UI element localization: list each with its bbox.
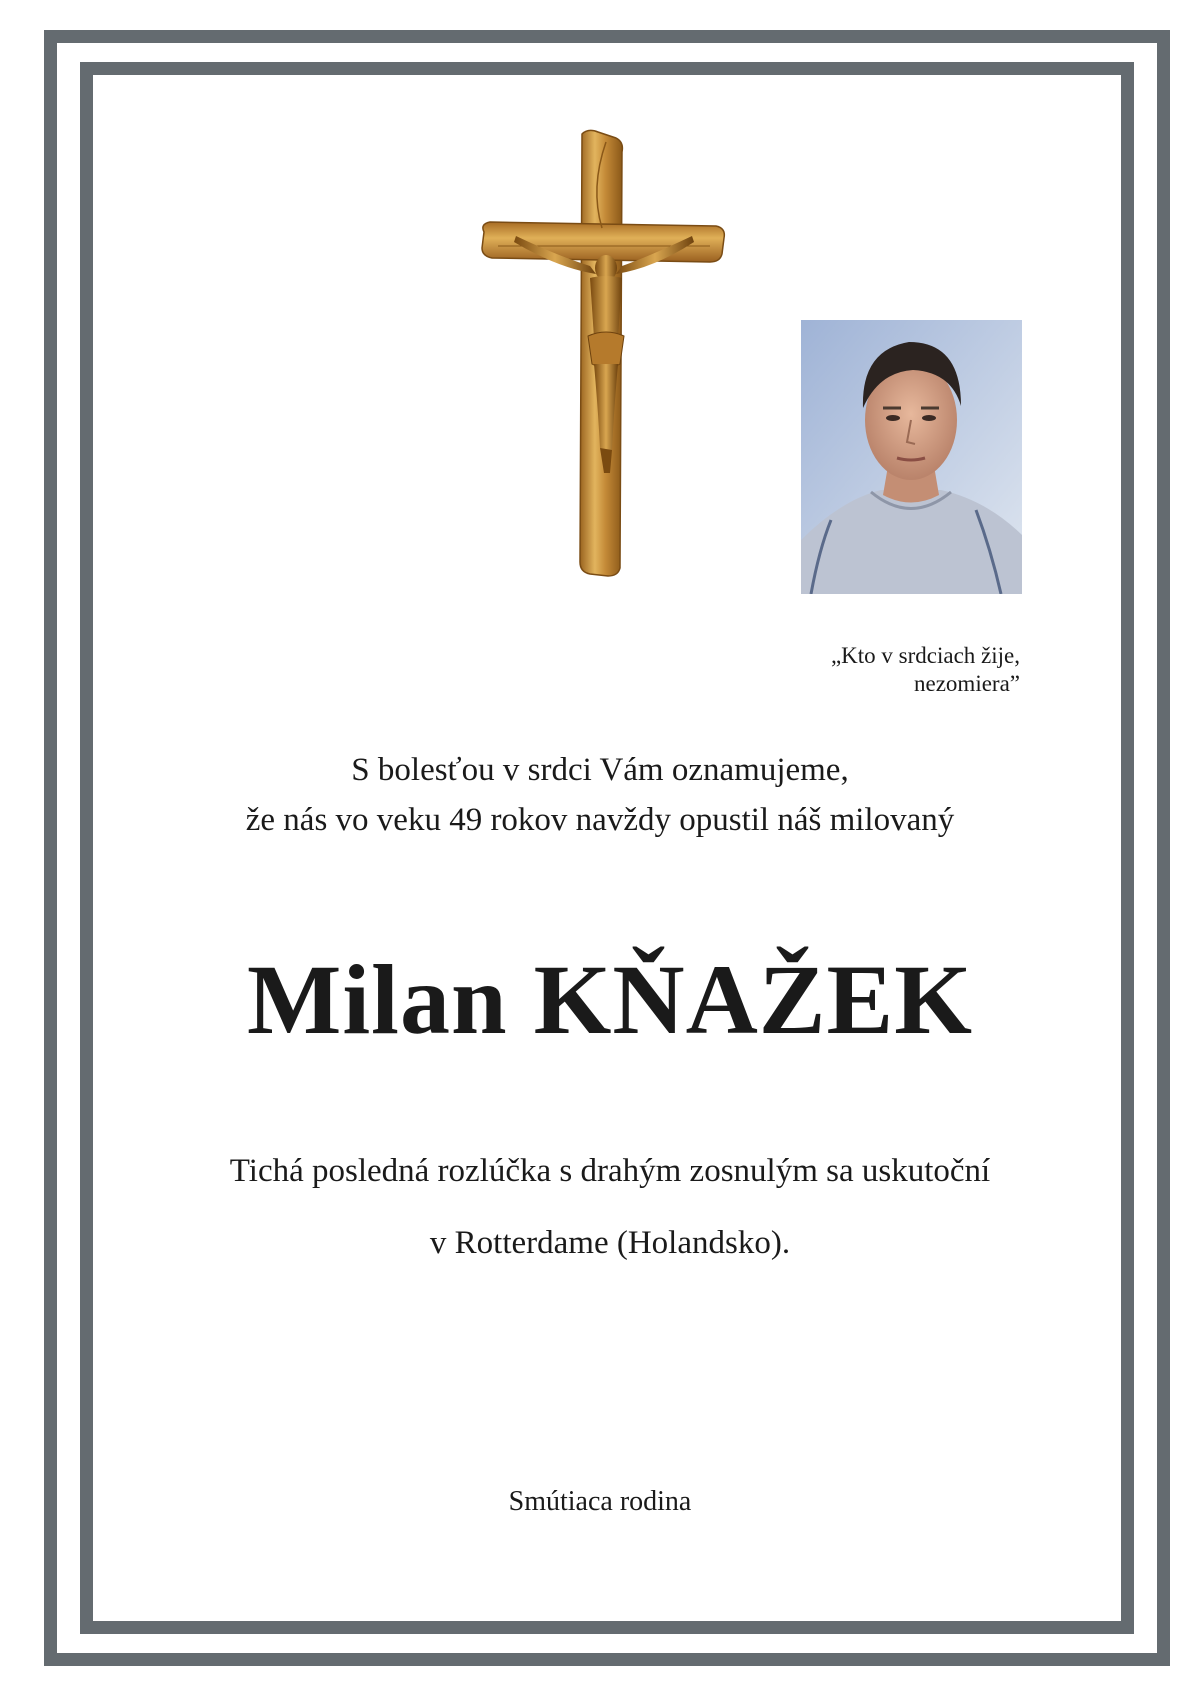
announcement-line-1: S bolesťou v srdci Vám oznamujeme, [351,752,849,788]
motto-quote [720,642,1020,698]
announcement-line-2: že nás vo veku 49 rokov navždy opustil náš milovaný [245,802,955,838]
announcement [100,745,1100,845]
deceased-name: Milan KŇAŽEK [247,944,973,1055]
motto-line-2: nezomiera” [914,671,1020,696]
portrait-photo [801,320,1022,594]
crucifix-icon [478,128,728,578]
signature: Smútiaca rodina [508,1486,692,1517]
farewell-info [100,1135,1120,1279]
farewell-line-2: v Rotterdame (Holandsko). [429,1225,791,1261]
farewell-line-1: Tichá posledná rozlúčka s drahým zosnulým sa uskutoční [229,1153,991,1189]
motto-line-1: „Kto v srdciach žije, [830,643,1020,668]
